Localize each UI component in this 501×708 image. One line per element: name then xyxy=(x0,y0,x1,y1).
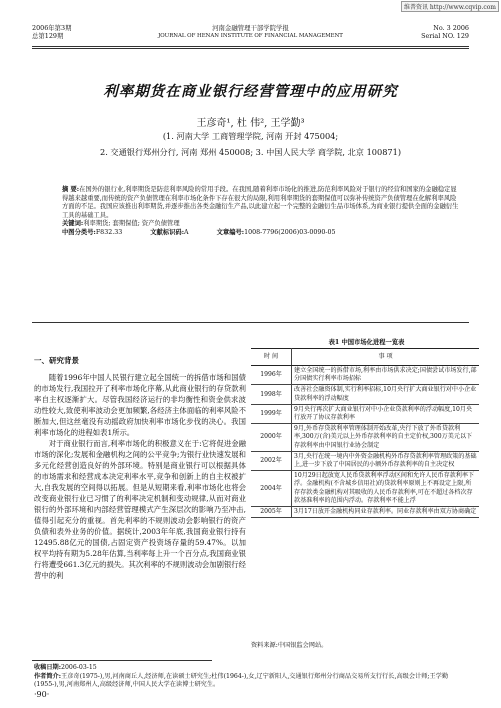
doc-code-value: A xyxy=(184,228,189,236)
body-paragraph-1: 随着1996年中国人民银行建立起全国统一的拆借市场和国债的市场发行,我国拉开了利率市场化序幕,从此商业银行的存贷款利率自主权逐渐扩大。尽管我国经济运行的非均衡性和资金供求波动性较大,致使利率波动会更加频繁,各经济主体面临的利率风险不断加大,但这丝毫没有动摇政府加快利率市场化步伐的决心。我国利率市场化的进程如表1所示。 xyxy=(34,373,246,437)
row-event: 3月,央行在统一境内中外资金融机构外币存贷款利率管理政策的基础上,进一步下放了中国居民的小额外币存款利率的自主决定权 xyxy=(292,451,480,470)
issue-number-en: No. 3 2006 xyxy=(433,24,469,32)
clc-value: F832.33 xyxy=(95,228,123,236)
total-issue-label: 总第129期 xyxy=(32,32,64,40)
keywords xyxy=(62,220,461,229)
footnote-rule xyxy=(32,660,212,661)
column-header-time: 时 间 xyxy=(251,349,292,366)
row-event: 3月17日放开金融机构同业存款利率。同业存款利率由双方协商确定 xyxy=(292,507,480,518)
footnote xyxy=(34,664,467,690)
bio-text: 王彦奇(1975-),男,河南商丘人,经济师,在读硕士研究生;杜伟(1964-),女,辽宁新阳人,交通银行郑州分行商品交易所支行行长,高级会计师;王学勤(1955-),男,河南郑州人,高级经济师,中国人民大学在读博士研究生。 xyxy=(34,672,449,688)
table-row xyxy=(251,366,479,385)
body-text xyxy=(34,372,246,581)
abstract xyxy=(62,186,461,220)
body-paragraph-2: 对于商业银行而言,利率市场化的积极意义在于:它将促进金融市场的深化;发展和金融机构之间的公平竞争;为银行业快速发展和多元化经营创造良好的外部环境。特别是商业银行可以根据具体的市场需求和经营成本决定利率水平,竞争和创新上的自主权被扩大,自我发展的空间得以拓展。但是从短期来看,利率市场化也将会改变商业银行业已习惯了的利率决定机制和变动规律,从而对商业银行的外部环境和内部经营管理模式产生深层次的影响乃至冲击,值得引起充分的重视。首先利率的不规则波动会影响银行的资产负债和表外业务的价值。据统计,2003年年底,我国商业银行持有12495.88亿元的国债,占固定资产投资场存量的59.47%。以加权平均持有期为5.28年估算,当利率每上升一个百分点,我国商业银行将遭受661.3亿元的损失。其次利率的不规则波动会加剧银行经营中的利 xyxy=(34,439,246,580)
row-year: 2004年 xyxy=(251,471,292,507)
abstract-text: 在国外的银行业,利率期货是防范利率风险的常用手段。在我国,随着利率市场化的推进,防范利率风险对于银行的经营和国家的金融稳定显得越来越重要,而传统的资产负债管理在利率市场化条件下存在很大的局限,利用利率期货的套期保值可以弥补传统资产负债管理在化解利率风险方面的不足。我国应该推出利率期货,并逐步推出各类金融衍生产品,以此建立起一个完整的金融衍生品市场体系,为商业银行提供全面的金融衍生工具的基础工具。 xyxy=(62,186,459,219)
table-row xyxy=(251,404,479,423)
affiliation-line-1: (1. 河南大学 工商管理学院, 河南 开封 475004; xyxy=(162,131,339,141)
table-row xyxy=(251,507,479,518)
issue-label: 2006年第3期 xyxy=(32,24,72,32)
clc-label: 中图分类号: xyxy=(62,228,96,236)
table-row xyxy=(251,451,479,470)
header-rule-2 xyxy=(32,48,469,49)
received-label: 收稿日期: xyxy=(34,664,62,671)
table-row xyxy=(251,424,479,452)
header-center xyxy=(32,24,469,40)
journal-name-en: JOURNAL OF HENAN INSTITUTE OF FINANCIAL MANAGEMENT xyxy=(158,33,343,39)
classification-line xyxy=(62,229,461,238)
row-event: 10月29日起放宽人民币贷款利率浮动区间和允许人民币存款利率下浮。金融机构(不含城乡信用社)的贷款利率原则上不再设定上限,所存存款类金融机构对其吸收的人民币存款利率,可在不超过各档次存款基准利率的范围内浮动。存款利率不能上浮 xyxy=(292,471,480,507)
keywords-label: 关键词: xyxy=(62,220,84,228)
author-bio xyxy=(34,673,467,690)
column-header-event: 事 项 xyxy=(292,349,480,366)
row-event: 9月,外币存贷款利率管理体制开始改革,央行下放了外币贷款利率,300万(含)美元以上外币存款利率的自主定价权,300万美元以下存款利率由中国银行业协会制定 xyxy=(292,424,480,452)
bio-label: 作者简介: xyxy=(34,672,62,680)
row-year: 1998年 xyxy=(251,385,292,404)
abstract-rule xyxy=(32,322,469,323)
row-event: 改善社会融资体制,实行利率招标,10月央行扩大商业银行对中小企业贷款利率的浮动幅度 xyxy=(292,385,480,404)
row-event: 9月央行再次扩大商业银行对中小企业贷款利率的浮动幅度,10月央行放开了协议存款利率 xyxy=(292,404,480,423)
reform-timeline-table xyxy=(251,348,479,518)
abstract-label: 摘 要: xyxy=(62,186,80,193)
page-number: ·90· xyxy=(34,690,50,699)
received-date xyxy=(34,664,467,673)
section-heading: 一、研究背景 xyxy=(34,356,79,365)
row-year: 2002年 xyxy=(251,451,292,470)
table-caption: 表1 中国市场化进程一览表 xyxy=(328,339,405,346)
row-year: 2000年 xyxy=(251,424,292,452)
keywords-text: 利率期货; 套期保值; 资产负债管理 xyxy=(83,220,180,228)
article-title: 利率期货在商业银行经营管理中的应用研究 xyxy=(103,83,398,100)
journal-name-cn: 河南金融管理干部学院学报 xyxy=(212,24,289,32)
author-line: 王彦奇¹, 杜 伟², 王学勤³ xyxy=(196,118,305,129)
affiliation-line-2: 2. 交通银行郑州分行, 河南 郑州 450008; 3. 中国人民大学 商学院, 北京 100871) xyxy=(99,147,402,157)
watermark: 维普资讯 http://www.cqvip.com xyxy=(401,1,499,12)
row-event: 建立全国统一的拆借市场,利率由市场供求决定;国债尝试市场发行,部分国债实行利率市场招标 xyxy=(292,366,480,385)
serial-number-en: Serial NO. 129 xyxy=(421,32,469,40)
table-row xyxy=(251,471,479,507)
header-rule xyxy=(32,46,469,47)
row-year: 1999年 xyxy=(251,404,292,423)
table-source: 资料来源:中国银监会网站。 xyxy=(251,642,328,649)
table-row xyxy=(251,385,479,404)
doc-code-label: 文献标识码: xyxy=(150,228,185,236)
row-year: 2005年 xyxy=(251,507,292,518)
row-year: 1996年 xyxy=(251,366,292,385)
abstract-block xyxy=(62,186,461,238)
header-right xyxy=(421,24,469,40)
received-value: 2006-03-15 xyxy=(61,664,97,671)
article-no-label: 文章编号: xyxy=(216,228,245,236)
table-header-row xyxy=(251,349,479,366)
article-no-value: 1008-7796(2006)03-0090-05 xyxy=(244,228,336,236)
